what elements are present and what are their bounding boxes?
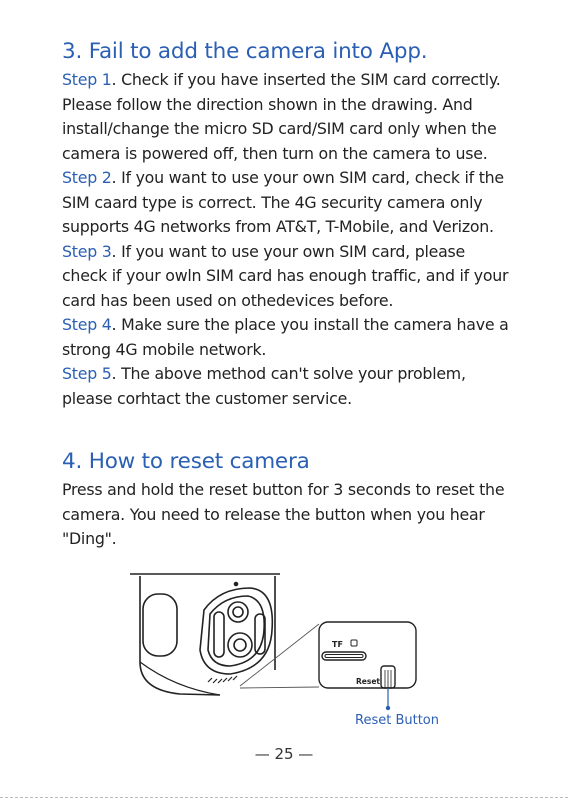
step-3-text: . If you want to use your own SIM card, please check if your owln SIM card has enough traffic, and if your card has been used on othedevices before. xyxy=(62,241,509,310)
camera-reset-illustration xyxy=(120,570,430,735)
step-3-label: Step 3 xyxy=(62,241,112,261)
step-2-label: Step 2 xyxy=(62,168,112,187)
section-3-title: 3. Fail to add the camera into App. xyxy=(62,39,428,64)
section-3-body xyxy=(62,68,514,411)
reset-pointer xyxy=(386,688,389,710)
camera-drawing xyxy=(130,574,280,695)
step-1-text: . Check if you have inserted the SIM card correctly. Please follow the direction shown in the drawing. And install/change the micro SD card/SIM card only when the camera is powered off, then turn on the camera to use. xyxy=(62,70,501,163)
page-number: — 25 — xyxy=(254,745,314,763)
page-bottom-rule xyxy=(0,797,568,798)
step-4-label: Step 4 xyxy=(62,315,112,334)
callout-lines xyxy=(240,624,319,688)
reset-button-caption: Reset Button xyxy=(355,713,439,728)
section-4-title: 4. How to reset camera xyxy=(62,449,310,474)
step-2-text: . If you want to use your own SIM card, check if the SIM caard type is correct. The 4G security camera only supports 4G networks from AT&T, T-Mobile, and Verizon. xyxy=(62,168,504,236)
tf-label: TF xyxy=(332,640,343,649)
reset-label: Reset xyxy=(356,677,380,686)
step-4-text: . Make sure the place you install the camera have a strong 4G mobile network. xyxy=(62,315,509,359)
step-1-label: Step 1 xyxy=(62,70,112,89)
step-5-label: Step 5 xyxy=(62,364,112,383)
step-5-text: . The above method can't solve your problem, please corhtact the customer service. xyxy=(62,364,466,408)
section-4-body: Press and hold the reset button for 3 seconds to reset the camera. You need to release the button when you hear "Ding". xyxy=(62,480,505,548)
